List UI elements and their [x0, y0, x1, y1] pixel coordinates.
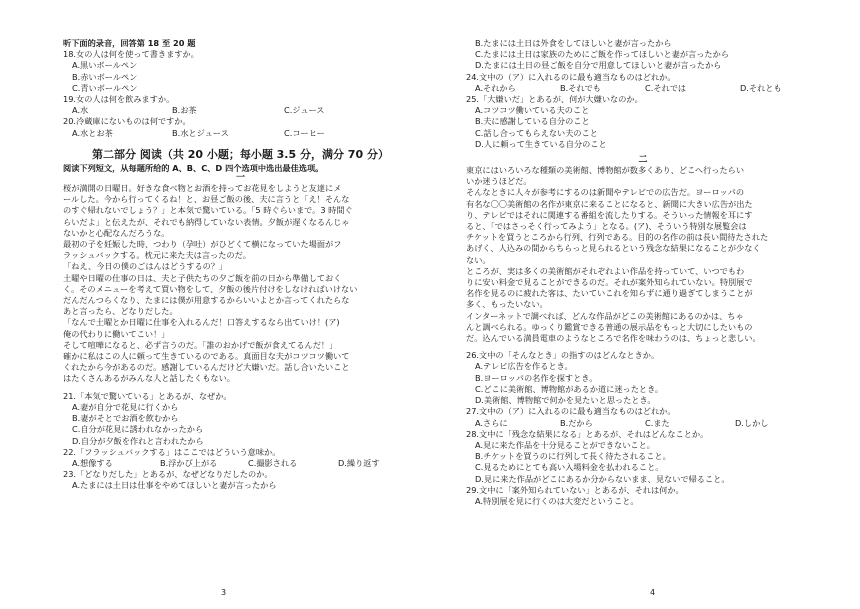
q27-option-a: A.さらに — [475, 417, 508, 428]
passage1-line: 「なんで土曜とか日曜に仕事を入れるんだ！口答えするなら出ていけ！(ア) — [63, 317, 340, 328]
passage1-number: 一 — [235, 173, 245, 184]
q22-option-b: B.浮かび上がる — [160, 457, 218, 468]
question-23: 23.「どなりだした」とあるが、なぜどなりだしたのか。 — [63, 469, 273, 480]
passage2-line: だ。込んでいる満員電車のようなところで名作を味わうのは、ちょっと悲しい。 — [466, 333, 761, 344]
passage2-line: あげく、人込みの間からちらっと見られるという残念な結果になることが少なく — [466, 243, 761, 254]
passage1-line: ラッシュバックする。枕元に来た夫は言ったのだ。 — [63, 250, 251, 261]
q27-option-c: C.また — [645, 417, 670, 428]
passage2-line: 有名な〇〇美術館の名作が東京に来ることになると、新聞に大きい広告が出た — [466, 198, 753, 209]
q29-option-a: A.特別展を見に行くのは大変だということ。 — [475, 495, 639, 506]
question-29: 29.文中に「案外知られていない」とあるが、それは何か。 — [466, 484, 684, 495]
passage2-number: 二 — [638, 155, 648, 166]
passage1-line: 確かに私はこの人に頼って生きているのである。真面目な夫がコツコツ働いて — [63, 351, 350, 362]
q22-option-d: D.繰り返す — [338, 457, 380, 468]
passage1-line: はたくさんあるがみんな人と話したくもない。 — [63, 373, 235, 384]
passage1-line: だんだんつらくなり、たまには僕が用意するからいいよとか言ってくれたらな — [63, 295, 350, 306]
page-number: 4 — [650, 588, 656, 597]
passage1-line: あと言ったら、どなりだした。 — [63, 306, 178, 317]
passage1-line: 「ねえ、今日の僕のごはんはどうするの？」 — [63, 261, 228, 272]
passage2-line: 多く、もったいない。 — [466, 299, 548, 310]
passage2-line: そんなときに人々が参考にするのは新聞やテレビでの広告だ。ヨーロッパの — [466, 187, 745, 198]
q25-option-d: D.人に頼って生きている自分のこと — [475, 138, 607, 149]
q23-option-b: B.たまには土日は外食をしてほしいと妻が言ったから — [475, 38, 672, 48]
q27-option-d: D.しかし — [735, 417, 769, 428]
passage1-line: 桜が満開の日曜日。好きな食べ物とお酒を持ってお花見をしようと友達にメ — [63, 183, 342, 194]
passage1-line: 土曜や日曜の仕事の日は、夫と子供たちの夕ご飯を前の日から準備しておく — [63, 272, 342, 283]
q24-option-b: B.それでも — [560, 82, 601, 93]
q20-options — [63, 128, 418, 139]
q28-option-d: D.見に来た作品がどこにあるか分からないまま、見ないで帰ること。 — [475, 473, 730, 484]
q24-option-c: C.それでは — [645, 82, 687, 93]
question-27: 27.文中の（ア）に入れるのに最も適当なものはどれか。 — [466, 406, 676, 417]
question-21: 21.「本気で驚いている」とあるが、なぜか。 — [63, 390, 232, 401]
q28-option-c: C.見るためにとても高い入場料金を払われること。 — [475, 462, 664, 473]
passage2-line: 東京にはいろいろな種類の美術館、博物館が数多くあり、どこへ行ったらい — [466, 165, 745, 176]
right-page — [430, 0, 860, 609]
q25-option-b: B.夫に感謝している自分のこと — [475, 116, 590, 127]
passage2-line: チケットを買うところから行列、行列である。目的の名作の前は長い間待たされた — [466, 232, 769, 243]
q19-option-c: C.ジュース — [284, 105, 325, 116]
passage1-line: そして喧嘩になると、必ず言うのだ。「誰のおかげで飯が食えてるんだ！」 — [63, 339, 338, 350]
passage1-line: 俺の代わりに働いてこい！」 — [63, 328, 170, 339]
passage1-line: らいだよ」と伝えたが、それでも納得していない表情。夕飯が遅くなるんじゃ — [63, 216, 350, 227]
passage1-line: くれたから今があるのだ。感謝しているんだけど大嫌いだ。話し合いたいこと — [63, 362, 350, 373]
q19-options — [63, 105, 418, 116]
q27-option-b: B.だから — [560, 417, 593, 428]
q20-option-a: A.水とお茶 — [72, 127, 113, 138]
q27-options — [466, 418, 820, 429]
passage2-line: り、テレビではそれに関連する番組を流したりする。そういった情報を耳にす — [466, 209, 753, 220]
q24-option-d: D.それとも — [740, 82, 782, 93]
q26-option-c: C.どこに美術館、博物館があるか道に迷ったとき。 — [475, 383, 664, 394]
q22-option-c: C.撮影される — [248, 457, 298, 468]
question-26: 26.文中の「そんなとき」の指すのはどんなときか。 — [466, 350, 660, 361]
q23-option-a: A.たまには土日は仕事をやめてほしいと妻が言ったから — [72, 480, 277, 491]
question-22: 22.「フラッシュバックする」はここではどういう意味か。 — [63, 446, 281, 457]
passage2-line: 名作を見るのに疲れた客は、たいていこれを知らずに通り過ぎてしまうことが — [466, 288, 753, 299]
question-20: 20.冷蔵庫にないものは何ですか。 — [63, 116, 191, 127]
q21-option-a: A.妻が自分で花見に行くから — [72, 401, 179, 412]
passage1-line: ールした。今から行ってくるね！と、お昼ご飯の後、夫に言うと「え！そんな — [63, 194, 350, 205]
q19-option-a: A.水 — [72, 105, 89, 116]
q18-option-a: A.黒いボールペン — [72, 60, 138, 71]
q21-option-c: C.自分が花見に誘われなかったから — [72, 424, 204, 435]
q22-options — [63, 458, 418, 469]
passage1-line: のすぐ帰れないでしょう？」と本気で驚いている。「5 時ぐらいまで。3 時間ぐ — [63, 205, 353, 216]
listen-instruction: 听下面的录音，回答第 18 至 20 题 — [63, 38, 196, 48]
q28-option-a: A.見に来た作品を十分見ることができないこと。 — [475, 439, 655, 450]
passage2-body — [466, 165, 820, 344]
question-18: 18.女の人は何を使って書きますか。 — [63, 49, 199, 60]
passage2-line: ない。 — [466, 254, 491, 265]
q23-option-c: C.たまには土日は家族のためにご飯を作ってほしいと妻が言ったから — [475, 49, 729, 60]
q18-option-c: C.青いボールペン — [72, 82, 138, 93]
q21-option-d: D.自分が夕飯を作れと言われたから — [72, 435, 204, 446]
question-25: 25.「大嫌いだ」とあるが、何が大嫌いなのか。 — [466, 94, 643, 105]
passage1-body — [63, 183, 418, 385]
q20-option-c: C.コーヒー — [284, 127, 325, 138]
question-24: 24.文中の（ア）に入れるのに最も適当なものはどれか。 — [466, 71, 676, 82]
q21-option-b: B.妻がそとでお酒を飲むから — [72, 413, 179, 424]
page-number: 3 — [221, 588, 227, 597]
q28-option-b: B.チケットを買うのに行列して長く待たされること。 — [475, 451, 671, 462]
passage2-line: ところが、実は多くの美術館がそれぞれよい作品を持っていて、いつでもわ — [466, 265, 745, 276]
passage1-line: ないかと心配なんだろうな。 — [63, 227, 170, 238]
q18-option-b: B.赤いボールペン — [72, 71, 138, 82]
q24-option-a: A.それから — [475, 82, 516, 93]
q20-option-b: B.水とジュース — [172, 127, 229, 138]
question-19: 19.女の人は何を飲みますか。 — [63, 94, 175, 105]
passage2-line: りに安い料金で見ることができるのだ。それが案外知られていない。特別展で — [466, 277, 753, 288]
q22-option-a: A.想像する — [72, 457, 113, 468]
q25-option-c: C.話し合ってもらえない夫のこと — [475, 127, 598, 138]
passage2-line: インターネットで調べれば、どんな作品がどこの美術館にあるのかは、ちゃ — [466, 310, 744, 321]
q26-option-d: D.美術館、博物館で何かを見たいと思ったとき。 — [475, 395, 656, 406]
passage2-line: んと調べられる。ゆっくり鑑賞できる普通の展示品をもっと大切にしたいもの — [466, 321, 753, 332]
question-28: 28.文中に「残念な結果になる」とあるが、それはどんなことか。 — [466, 428, 709, 439]
q25-option-a: A.コツコツ働いている夫のこと — [475, 105, 590, 116]
q26-option-a: A.テレビ広告を作るとき。 — [475, 361, 573, 372]
passage1-line: く。そのメニューを考えて買い物をして、夕飯の後片付けをしなければいけない — [63, 283, 358, 294]
section2-instruction: 阅读下列短文，从每题所给的 A、B、C、D 四个选项中选出最佳选项。 — [63, 162, 324, 173]
section2-title: 第二部分 阅读（共 20 小题；每小题 3.5 分，满分 70 分） — [92, 147, 389, 161]
passage2-line: いか迷うほどだ。 — [466, 176, 532, 187]
q26-option-b: B.ヨーロッパの名作を探すとき。 — [475, 372, 598, 383]
passage1-line: 最初の子を妊娠した時、つわり（孕吐）がひどくて横になっていた場面がフ — [63, 239, 342, 250]
passage2-line: ると、「ではさっそく行ってみよう」となる。(ア)、そういう特別な展覧会は — [466, 221, 747, 232]
q24-options — [466, 83, 820, 94]
q19-option-b: B.お茶 — [172, 105, 197, 116]
q23-option-d: D.たまには土日の昼ご飯を自分で用意してほしいと妻が言ったから — [475, 60, 722, 71]
